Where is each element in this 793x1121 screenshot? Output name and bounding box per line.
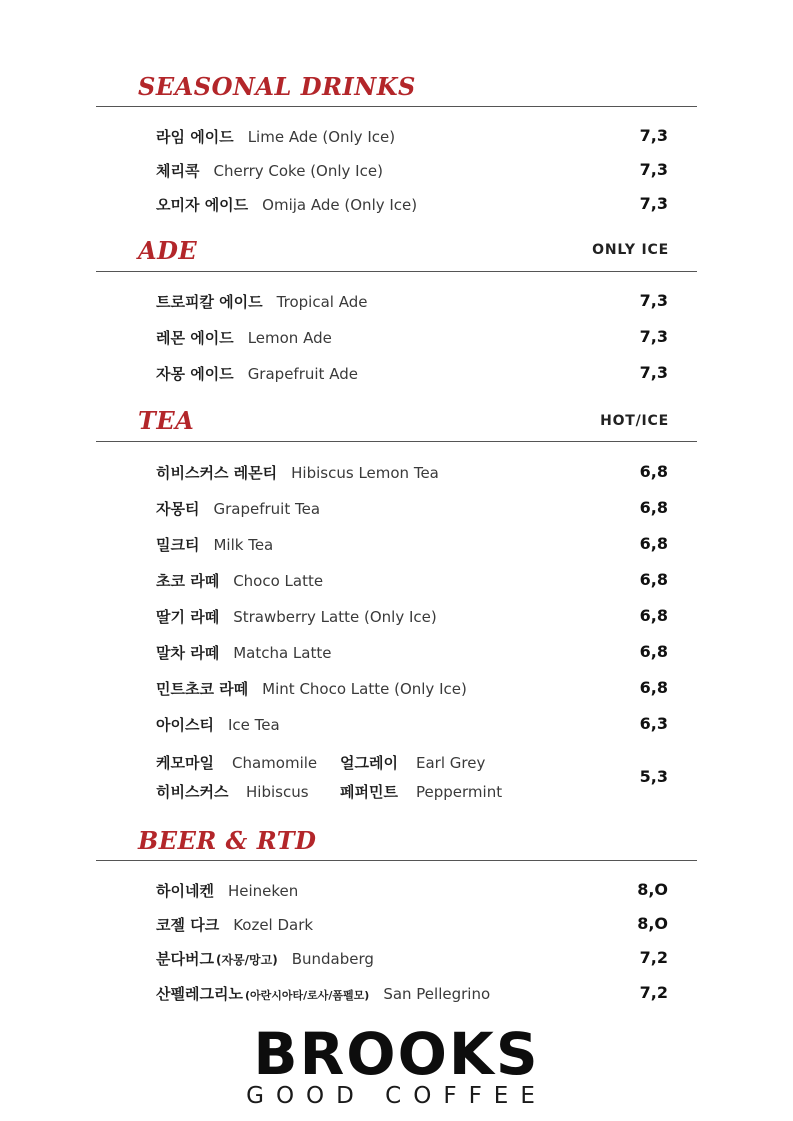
divider [96,860,697,861]
item-name-en: Grapefruit Ade [247,365,358,383]
item-name-ko: 자몽티 [156,500,200,518]
item-price: 7,2 [639,948,668,967]
item-price: 6,8 [639,642,668,661]
item-price: 8,O [637,914,668,933]
item-name-en: Hibiscus [246,783,309,801]
group-line [156,752,485,773]
brand-logo: BROOKS [253,1020,540,1088]
section-ade [96,236,697,396]
item-name-ko: 딸기 라떼 [156,608,220,626]
item-name-ko: 말차 라떼 [156,644,220,662]
item-name-en: Bundaberg [291,950,374,968]
item-subtext: (자몽/망고) [215,953,278,967]
section-title: SEASONAL DRINKS [138,72,416,101]
item-name-ko: 코젤 다크 [156,916,220,934]
item-name-en: Ice Tea [227,716,280,734]
divider [96,271,697,272]
item-name-en: Lime Ade (Only Ice) [247,128,396,146]
item-price: 6,8 [639,606,668,625]
section-title: BEER & RTD [138,826,317,855]
menu-item [156,678,668,702]
divider [96,441,697,442]
item-name-en: Milk Tea [213,536,274,554]
item-name-en: San Pellegrino [383,985,491,1003]
item-price: 6,8 [639,498,668,517]
item-name-en: Omija Ade (Only Ice) [262,196,418,214]
item-name-en: Chamomile [232,754,318,772]
section-tea [96,406,697,806]
item-name-en: Lemon Ade [247,329,332,347]
divider [96,106,697,107]
item-price: 7,3 [639,126,668,145]
item-name-ko: 케모마일 [156,754,214,772]
menu-item [156,914,668,938]
item-price: 6,3 [639,714,668,733]
item-price: 6,8 [639,462,668,481]
menu-item [156,498,668,522]
menu-item [156,642,668,666]
item-price: 7,3 [639,160,668,179]
menu-item [156,160,668,184]
menu-item [156,462,668,486]
item-price: 8,O [637,880,668,899]
menu-item [156,363,668,387]
item-name-ko: 페퍼민트 [340,783,398,801]
menu-item [156,126,668,150]
item-name-en: Heineken [227,882,299,900]
item-name-ko: 라임 에이드 [156,128,234,146]
item-name-ko: 민트초코 라떼 [156,680,249,698]
section-title: ADE [138,236,198,265]
item-name-ko: 히비스커스 레몬티 [156,464,278,482]
item-name-en: Kozel Dark [233,916,314,934]
item-name-ko: 초코 라떼 [156,572,220,590]
menu-item [156,534,668,558]
item-name-en: Peppermint [416,783,503,801]
menu-item [156,570,668,594]
item-name-ko: 레몬 에이드 [156,329,234,347]
item-price: 7,3 [639,291,668,310]
item-name-ko: 오미자 에이드 [156,196,249,214]
item-price: 7,3 [639,363,668,382]
section-seasonal-drinks [96,72,697,222]
item-price: 7,2 [639,983,668,1002]
item-name-en: Tropical Ade [276,293,368,311]
item-name-ko: 히비스커스 [156,783,229,801]
item-name-ko: 트로피칼 에이드 [156,293,263,311]
section-beer-rtd [96,826,697,1016]
menu-item [156,291,668,315]
item-name-ko: 하이네켄 [156,882,214,900]
brand-tagline: GOOD COFFEE [246,1083,547,1109]
menu-item [156,948,668,972]
item-name-en: Strawberry Latte (Only Ice) [233,608,437,626]
item-price: 6,8 [639,534,668,553]
item-name-en: Cherry Coke (Only Ice) [213,162,383,180]
menu-item [156,194,668,218]
item-name-en: Hibiscus Lemon Tea [291,464,439,482]
item-name-ko: 체리콕 [156,162,200,180]
item-name-ko: 분다버그 [156,950,214,968]
item-name-en: Grapefruit Tea [213,500,321,518]
menu-item [156,983,668,1007]
menu-item [156,714,668,738]
item-name-en: Matcha Latte [233,644,332,662]
item-price: 7,3 [639,327,668,346]
item-name-en: Choco Latte [233,572,324,590]
item-price: 6,8 [639,678,668,697]
item-name-ko: 아이스티 [156,716,214,734]
item-price: 6,8 [639,570,668,589]
section-note: ONLY ICE [592,242,669,258]
item-name-en: Earl Grey [416,754,486,772]
item-name-ko: 산펠레그리노 [156,985,243,1003]
item-subtext: (아란시아타/로사/폼펠모) [244,989,370,1002]
menu-item [156,606,668,630]
section-title: TEA [138,406,195,435]
item-price: 5,3 [639,767,668,786]
item-name-ko: 자몽 에이드 [156,365,234,383]
item-name-ko: 얼그레이 [340,754,398,772]
section-note: HOT/ICE [600,413,669,429]
item-price: 7,3 [639,194,668,213]
item-name-ko: 밀크티 [156,536,200,554]
menu-item [156,327,668,351]
menu-item [156,880,668,904]
menu-item-group [156,752,668,806]
item-name-en: Mint Choco Latte (Only Ice) [262,680,467,698]
group-line [156,781,502,802]
